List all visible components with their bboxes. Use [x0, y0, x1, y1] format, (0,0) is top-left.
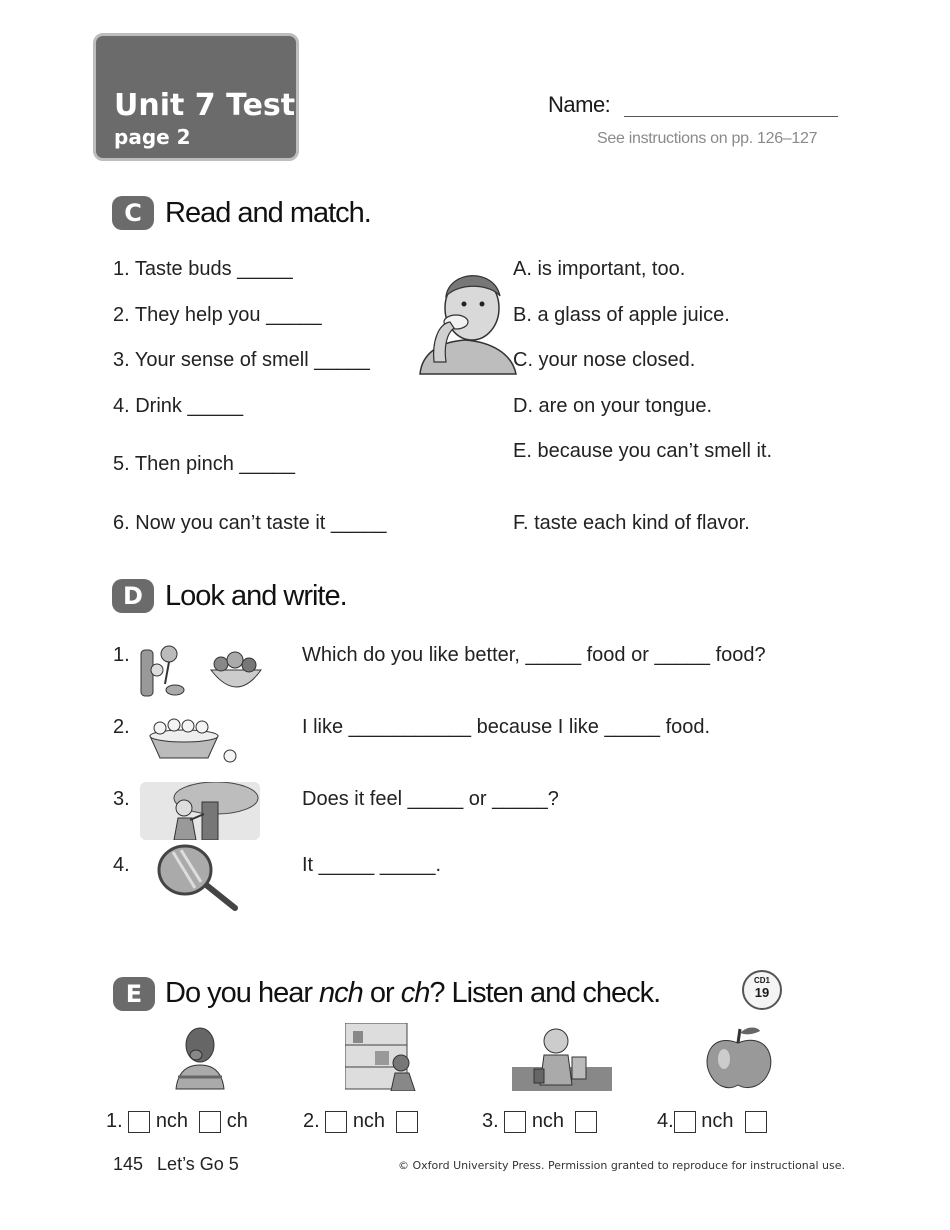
- look-item-4-text: It _____ _____.: [302, 854, 442, 876]
- section-e-title: [165, 977, 660, 1010]
- book-title: Let’s Go 5: [157, 1154, 239, 1174]
- cd-track: 19: [754, 985, 770, 1000]
- listen-item-1-nch-label: nch: [155, 1110, 189, 1132]
- unit-page: page 2: [114, 125, 191, 149]
- girl-eating-picture: [512, 1023, 612, 1093]
- section-c-title: Read and match.: [165, 197, 371, 229]
- section-d-title: Look and write.: [165, 580, 347, 612]
- listen-item-4-num: 4.: [657, 1110, 674, 1132]
- section-e-title-mid: or: [362, 977, 401, 1009]
- listen-item-2-ch-checkbox[interactable]: [396, 1111, 418, 1133]
- listen-item-2-nch-checkbox[interactable]: [325, 1111, 347, 1133]
- look-item-2-num: 2.: [113, 716, 130, 738]
- section-e-title-post: ? Listen and check.: [429, 977, 661, 1009]
- cd-icon: [742, 970, 782, 1010]
- listen-item-1-ch-checkbox[interactable]: [199, 1111, 221, 1133]
- unit-title: Unit 7 Test: [114, 88, 296, 123]
- look-item-3-num: 3.: [113, 788, 130, 810]
- copyright-notice: © Oxford University Press. Permission granted to reproduce for instructional use.: [398, 1159, 846, 1172]
- match-right-a: A. is important, too.: [513, 258, 686, 280]
- boy-eating-illustration: [410, 262, 520, 377]
- section-e-title-ch: ch: [400, 977, 430, 1009]
- listen-item-2-nch-label: nch: [352, 1110, 386, 1132]
- listen-item-3-ch-checkbox[interactable]: [575, 1111, 597, 1133]
- footer-left: [113, 1154, 239, 1175]
- apple-picture: [702, 1025, 774, 1091]
- girl-at-fridge-picture: [345, 1023, 417, 1091]
- cd-label: CD1: [753, 976, 770, 985]
- look-item-1-text: Which do you like better, _____ food or _____ food?: [302, 644, 766, 666]
- match-right-f: F. taste each kind of flavor.: [513, 512, 750, 534]
- listen-item-1-num: 1.: [106, 1110, 123, 1132]
- section-e-title-pre: Do you hear: [165, 977, 320, 1009]
- name-line[interactable]: [624, 116, 838, 117]
- boy-picture: [172, 1025, 227, 1090]
- popcorn-bowl-illustration: [146, 718, 241, 768]
- page-number: 145: [113, 1154, 144, 1174]
- listen-item-4-ch-checkbox[interactable]: [745, 1111, 767, 1133]
- section-e-badge: E: [113, 977, 155, 1011]
- section-d-badge: D: [112, 579, 154, 613]
- hand-mirror-illustration: [155, 842, 245, 914]
- listen-item-4: [657, 1110, 767, 1133]
- match-left-3: 3. Your sense of smell _____: [113, 349, 370, 371]
- match-right-b: B. a glass of apple juice.: [513, 304, 730, 326]
- candy-and-salad-illustration: [135, 640, 265, 700]
- listen-item-1: [106, 1110, 248, 1133]
- name-label: Name:: [548, 92, 611, 117]
- listen-item-3-nch-checkbox[interactable]: [504, 1111, 526, 1133]
- match-left-1: 1. Taste buds _____: [113, 258, 293, 280]
- listen-item-2: [303, 1110, 418, 1133]
- match-right-e: E. because you can’t smell it.: [513, 440, 773, 462]
- listen-item-3: [482, 1110, 597, 1133]
- match-left-2: 2. They help you _____: [113, 304, 322, 326]
- match-left-4: 4. Drink _____: [113, 395, 244, 417]
- look-item-4-num: 4.: [113, 854, 130, 876]
- match-left-5: 5. Then pinch _____: [113, 453, 296, 475]
- match-right-c: C. your nose closed.: [513, 349, 696, 371]
- listen-item-1-ch-label: ch: [226, 1110, 248, 1132]
- listen-item-2-num: 2.: [303, 1110, 320, 1132]
- listen-item-4-nch-label: nch: [701, 1110, 734, 1132]
- girl-touching-tree-illustration: [140, 782, 260, 840]
- listen-item-4-nch-checkbox[interactable]: [674, 1111, 696, 1133]
- instructions-note: See instructions on pp. 126–127: [597, 130, 818, 147]
- look-item-1-num: 1.: [113, 644, 130, 666]
- listen-item-1-nch-checkbox[interactable]: [128, 1111, 150, 1133]
- listen-item-3-num: 3.: [482, 1110, 499, 1132]
- section-e-title-nch: nch: [319, 977, 363, 1009]
- listen-item-3-nch-label: nch: [531, 1110, 565, 1132]
- look-item-3-text: Does it feel _____ or _____?: [302, 788, 559, 810]
- match-left-6: 6. Now you can’t taste it _____: [113, 512, 387, 534]
- unit-title-box: [93, 33, 299, 161]
- look-item-2-text: I like ___________ because I like _____ food.: [302, 716, 711, 738]
- section-c-badge: C: [112, 196, 154, 230]
- match-right-d: D. are on your tongue.: [513, 395, 713, 417]
